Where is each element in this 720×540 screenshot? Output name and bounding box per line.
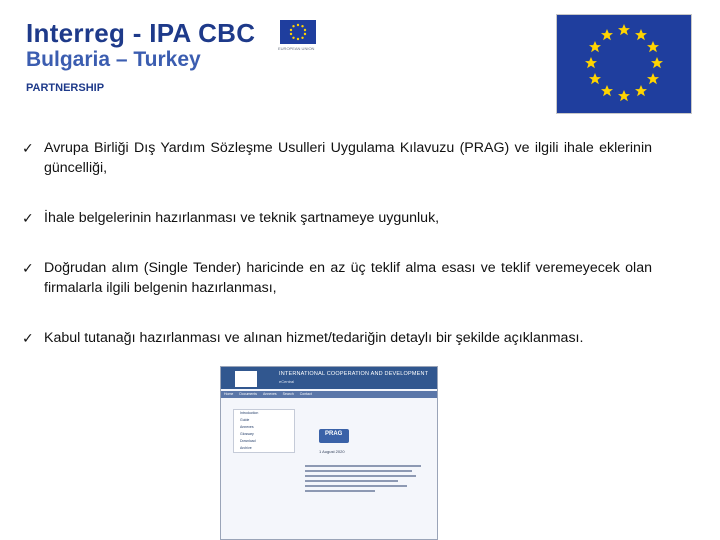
logo-partnership: PARTNERSHIP xyxy=(26,82,105,94)
eu-flag-icon xyxy=(556,14,692,114)
list-item-text: Kabul tutanağı hazırlanması ve alınan hizmet/tedariğin detaylı bir şekilde açıklanması. xyxy=(44,330,584,346)
screenshot-title: INTERNATIONAL COOPERATION AND DEVELOPMENT xyxy=(279,371,429,377)
logo-title: Interreg - IPA CBC xyxy=(26,18,256,48)
list-item xyxy=(22,328,652,348)
check-icon: ✓ xyxy=(22,140,34,156)
programme-logo xyxy=(22,14,322,104)
logo-eu-caption: EUROPEAN UNION xyxy=(278,46,315,51)
screenshot-side-link: Glossary xyxy=(240,432,254,436)
list-item xyxy=(22,138,652,178)
check-icon: ✓ xyxy=(22,210,34,226)
screenshot-nav-item: Documents xyxy=(239,392,258,396)
prag-badge-label: PRAG xyxy=(325,431,343,437)
logo-eu-flag-icon xyxy=(280,20,316,44)
screenshot-nav-item: Search xyxy=(282,392,294,396)
list-item-text: Avrupa Birliği Dış Yardım Sözleşme Usulleri Uygulama Kılavuzu (PRAG) ve ilgili ihale eklerinin güncelliği, xyxy=(44,140,652,176)
screenshot-side-link: Download xyxy=(240,439,256,443)
screenshot-subtitle: eCentral xyxy=(279,379,295,384)
screenshot-emblem-icon xyxy=(235,371,257,387)
prag-website-screenshot xyxy=(220,366,438,540)
list-item xyxy=(22,208,652,228)
check-icon: ✓ xyxy=(22,330,34,346)
list-item xyxy=(22,258,652,298)
prag-badge xyxy=(319,429,349,443)
screenshot-sidebar xyxy=(233,409,295,453)
screenshot-date: 1 August 2020 xyxy=(319,449,345,454)
screenshot-nav-item: Annexes xyxy=(263,392,277,396)
screenshot-nav xyxy=(221,391,437,398)
requirements-list xyxy=(22,138,652,348)
screenshot-nav-item: Contact xyxy=(299,392,312,396)
eu-stars-icon xyxy=(557,15,691,113)
list-item-text: İhale belgelerinin hazırlanması ve teknik şartnameye uygunluk, xyxy=(44,210,440,226)
screenshot-header xyxy=(221,367,437,389)
screenshot-body-text xyxy=(305,465,421,495)
list-item-text: Doğrudan alım (Single Tender) haricinde en az üç teklif alma esası ve teklif veremeyecek olan firmalarla ilgili belgenin hazırlanması, xyxy=(44,260,652,296)
screenshot-side-link: Archive xyxy=(240,446,252,450)
screenshot-side-link: Guide xyxy=(240,418,250,422)
screenshot-side-link: Annexes xyxy=(240,425,254,429)
check-icon: ✓ xyxy=(22,260,34,276)
screenshot-nav-item: Home xyxy=(224,392,234,396)
screenshot-side-link: Introduction xyxy=(240,411,259,415)
logo-stars-icon xyxy=(280,20,316,44)
logo-subtitle: Bulgaria – Turkey xyxy=(26,48,201,71)
